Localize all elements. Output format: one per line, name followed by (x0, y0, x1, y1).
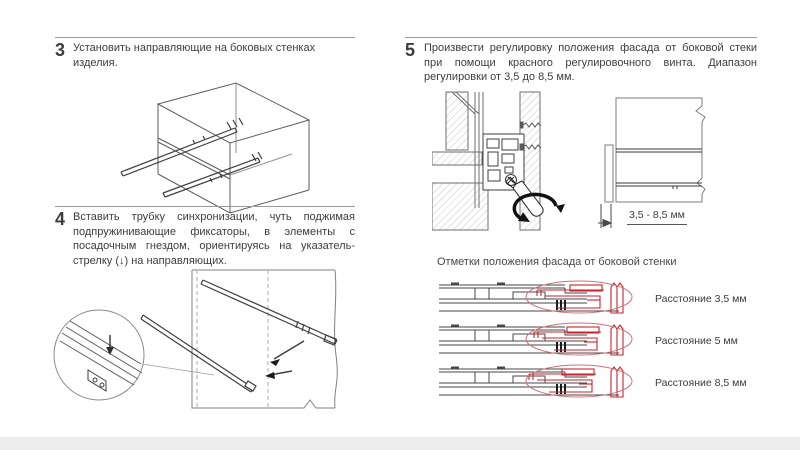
step5-number: 5 (405, 40, 416, 60)
step5-text: Произвести регулировку положения фасада от боковой стеки при помощи красного регулировочного винта. Диапазон регулировки от 3,5 до 8,5 мм. (424, 42, 757, 84)
step3-rule (55, 37, 355, 38)
detail-circle (54, 310, 214, 400)
dimension-arrow-icon (603, 220, 611, 227)
step3-text: Установить направляющие на боковых стенках изделия. (73, 42, 316, 69)
facade-marks-title: Отметки положения фасада от боковой стенки (437, 256, 677, 268)
facade-row-label: Расстояние 8,5 мм (655, 377, 747, 389)
facade-profile-drawing (437, 364, 642, 402)
insert-arrow-icon (270, 359, 280, 366)
sync-tube-drawing (42, 263, 372, 433)
step4-text: Вставить трубку синхронизации, чуть поджимая подпружинивающие фиксаторы, в элементы с посадочным гнездом, ориентируясь на указатель-стрелку (↓) на направляющих. (73, 211, 355, 267)
slide-upper (201, 280, 337, 345)
dimension-lines (598, 204, 611, 228)
insert-arrow-icon (265, 372, 275, 379)
facade-profile-drawing (437, 280, 642, 318)
step4-rule (55, 206, 355, 207)
facade-row-label: Расстояние 3,5 мм (655, 293, 747, 305)
dimension-underline (627, 224, 687, 225)
facade-row (437, 364, 747, 402)
sync-rod-and-arrows (265, 341, 304, 379)
drawer-slide-upper (121, 118, 243, 176)
footer-bar (0, 437, 800, 450)
cabinet-box (158, 83, 309, 213)
dimension-label: 3,5 - 8,5 мм (629, 209, 685, 221)
cabinet-drawing (45, 66, 365, 218)
facade-profile-drawing (437, 322, 642, 360)
facade-row-label: Расстояние 5 мм (655, 335, 738, 347)
step5-rule (405, 37, 757, 38)
drawer-profile (439, 326, 619, 354)
drawer-slide-lower (163, 152, 262, 197)
drawer-profile (439, 284, 619, 312)
step3-number: 3 (55, 40, 66, 60)
slide-mechanism (483, 134, 524, 190)
side-panel (192, 270, 337, 408)
slide-lower (141, 315, 256, 392)
facade-panel (605, 145, 613, 202)
facade-row (437, 280, 747, 318)
facade-rows (437, 280, 747, 402)
facade-row (437, 322, 747, 360)
step4-number: 4 (55, 209, 66, 229)
adjustment-drawing (432, 88, 612, 243)
